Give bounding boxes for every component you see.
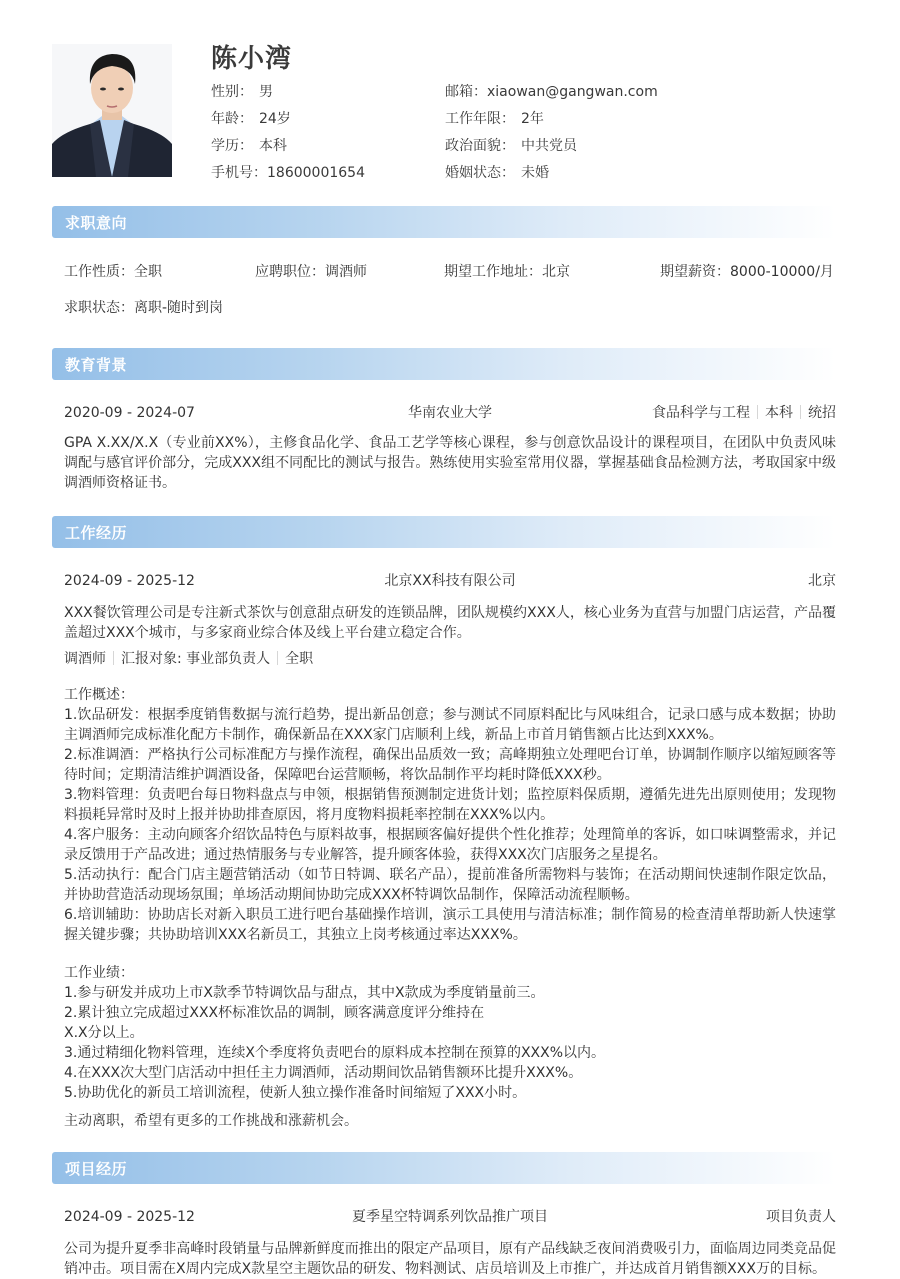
intent-value: 离职-随时到岗 — [134, 300, 224, 316]
work-summary-item: 2.标准调酒：严格执行公司标准配方与操作流程，确保出品质效一致；高峰期独立处理吧台订单，协调制作顺序以缩短顾客等待时间；定期清洁维护调酒设备，保障吧台运营顺畅，将饮品制作平均耗时降低XXX秒。 — [64, 747, 836, 783]
section-title: 项目经历 — [65, 1160, 128, 1178]
company-intro: XXX餐饮管理公司是专注新式茶饮与创意甜点研发的连锁品牌，团队规模约XXX人，核心业务为直营与加盟门店运营，产品覆盖超过XXX个城市，与多家商业综合体及线上平台建立稳定合作。 — [64, 605, 836, 641]
work-summary-item: 5.活动执行：配合门店主题营销活动（如节日特调、联名产品），提前准备所需物料与装饰；在活动期间快速制作限定饮品，并协助营造活动现场氛围；单场活动期间协助完成XXX杯特调饮品制作，保障活动流程顺畅。 — [64, 867, 836, 903]
divider — [800, 405, 801, 419]
work-summary-title: 工作概述： — [64, 687, 134, 703]
work-role: 调酒师 — [64, 651, 106, 667]
info-label: 性别： — [211, 84, 253, 100]
education-header-row — [64, 403, 836, 423]
intent-salary — [660, 262, 834, 282]
intent-value: 8000-10000/月 — [730, 264, 834, 280]
avatar-portrait-icon — [52, 44, 172, 177]
section-title: 求职意向 — [65, 214, 128, 232]
intent-label: 应聘职位： — [255, 264, 325, 280]
section-header-work — [52, 516, 836, 548]
work-summary-item: 4.客户服务：主动向顾客介绍饮品特色与原料故事，根据顾客偏好提供个性化推荐；处理简单的客诉，如口味调整需求，并记录反馈用于产品改进；通过热情服务与专业解答，提升顾客体验，获得XXX次门店服务之星提名。 — [64, 827, 836, 863]
section-header-project — [52, 1152, 836, 1184]
leave-reason: 主动离职，希望有更多的工作挑战和涨薪机会。 — [64, 1113, 358, 1129]
work-achievement-item: 2.累计独立完成超过XXX杯标准饮品的调制，顾客满意度评分维持在 — [64, 1005, 485, 1021]
intent-job-type — [64, 262, 162, 282]
info-value[interactable]: 18600001654 — [267, 165, 365, 181]
education-meta — [652, 403, 836, 423]
work-achievement-item: 3.通过精细化物料管理，连续X个季度将负责吧台的原料成本控制在预算的XXX%以内。 — [64, 1045, 606, 1061]
profile-photo — [52, 44, 172, 177]
work-company: 北京XX科技有限公司 — [384, 573, 516, 589]
work-achievement-item: 5.协助优化的新员工培训流程，使新人独立操作准备时间缩短了XXX小时。 — [64, 1085, 527, 1101]
info-marital-status — [445, 163, 711, 183]
info-gender — [211, 82, 445, 102]
work-achievement-item: 1.参与研发并成功上市X款季节特调饮品与甜点，其中X款成为季度销量前三。 — [64, 985, 545, 1001]
section-title: 工作经历 — [65, 524, 128, 542]
info-label: 政治面貌： — [445, 138, 515, 154]
info-value: 未婚 — [521, 165, 549, 181]
work-meta — [64, 649, 836, 669]
education-degree: 本科 — [765, 405, 793, 421]
intent-label: 期望薪资： — [660, 264, 730, 280]
info-age — [211, 109, 445, 129]
education-major: 食品科学与工程 — [652, 405, 750, 421]
basic-info — [211, 82, 711, 183]
divider — [757, 405, 758, 419]
intent-label: 工作性质： — [64, 264, 134, 280]
intent-value: 全职 — [134, 264, 162, 280]
divider — [113, 651, 114, 665]
education-school: 华南农业大学 — [408, 405, 492, 421]
work-summary-item: 6.培训辅助：协助店长对新入职员工进行吧台基础操作培训，演示工具使用与清洁标准；制作简易的检查清单帮助新人快速掌握关键步骤；共协助培训XXX名新员工，其独立上岗考核通过率达XXX%。 — [64, 907, 836, 943]
section-title: 教育背景 — [65, 356, 128, 374]
info-email — [445, 82, 711, 102]
education-description: GPA X.XX/X.X（专业前XX%），主修食品化学、食品工艺学等核心课程，参与创意饮品设计的课程项目，在团队中负责风味调配与感官评价部分，完成XXX组不同配比的测试与报告。熟练使用实验室常用仪器，掌握基础食品检测方法，考取国家中级调酒师资格证书。 — [64, 435, 836, 491]
work-summary — [64, 685, 836, 945]
info-label: 婚姻状态： — [445, 165, 515, 181]
info-label: 工作年限： — [445, 111, 515, 127]
project-period: 2024-09 - 2025-12 — [64, 1209, 195, 1225]
work-city: 北京 — [808, 573, 836, 589]
info-value: 2年 — [521, 111, 544, 127]
work-report-to: 汇报对象: 事业部负责人 — [121, 651, 271, 667]
info-label: 手机号： — [211, 165, 267, 181]
project-description: 公司为提升夏季非高峰时段销量与品牌新鲜度而推出的限定产品项目，原有产品线缺乏夜间消费吸引力，面临周边同类竞品促销冲击。项目需在X周内完成X款星空主题饮品的研发、物料测试、店员培训及上市推广，并达成首月销售额XXX万的目标。 — [64, 1241, 836, 1277]
info-label: 邮箱： — [445, 84, 487, 100]
info-value: 中共党员 — [521, 138, 577, 154]
divider — [277, 651, 278, 665]
intent-value: 调酒师 — [325, 264, 367, 280]
info-label: 年龄： — [211, 111, 253, 127]
work-header-row — [64, 571, 836, 591]
section-header-intent — [52, 206, 836, 238]
intent-label: 求职状态： — [64, 300, 134, 316]
info-education — [211, 136, 445, 156]
intent-label: 期望工作地址： — [444, 264, 542, 280]
section-header-education — [52, 348, 836, 380]
work-period: 2024-09 - 2025-12 — [64, 573, 195, 589]
candidate-name: 陈小湾 — [211, 44, 293, 74]
work-summary-item: 3.物料管理：负责吧台每日物料盘点与申领，根据销售预测制定进货计划；监控原料保质期，遵循先进先出原则使用；发现物料损耗异常时及时上报并协助排查原因，将月度物料损耗率控制在XXX%以内。 — [64, 787, 836, 823]
education-type: 统招 — [808, 405, 836, 421]
education-period: 2020-09 - 2024-07 — [64, 405, 195, 421]
info-work-years — [445, 109, 711, 129]
work-achievements-title: 工作业绩： — [64, 965, 134, 981]
work-achievements — [64, 963, 836, 1103]
info-political-status — [445, 136, 711, 156]
intent-position — [255, 262, 367, 282]
info-phone — [211, 163, 445, 183]
info-value: 24岁 — [259, 111, 291, 127]
intent-value: 北京 — [542, 264, 570, 280]
intent-status — [64, 298, 223, 318]
info-value: 本科 — [259, 138, 287, 154]
info-label: 学历： — [211, 138, 253, 154]
info-value[interactable]: xiaowan@gangwan.com — [487, 84, 658, 100]
intent-location — [444, 262, 570, 282]
info-value: 男 — [259, 84, 273, 100]
work-achievement-item: 4.在XXX次大型门店活动中担任主力调酒师，活动期间饮品销售额环比提升XXX%。 — [64, 1065, 583, 1081]
work-employment-type: 全职 — [285, 651, 314, 667]
project-role: 项目负责人 — [766, 1209, 836, 1225]
project-name: 夏季星空特调系列饮品推广项目 — [352, 1209, 548, 1225]
project-header-row — [64, 1207, 836, 1227]
work-summary-item: 1.饮品研发：根据季度销售数据与流行趋势，提出新品创意；参与测试不同原料配比与风味组合，记录口感与成本数据；协助主调酒师完成标准化配方卡制作，确保新品在XXX家门店顺利上线，新品上市首月销售额占比达到XXX%。 — [64, 707, 836, 743]
work-achievement-item: X.X分以上。 — [64, 1025, 144, 1041]
